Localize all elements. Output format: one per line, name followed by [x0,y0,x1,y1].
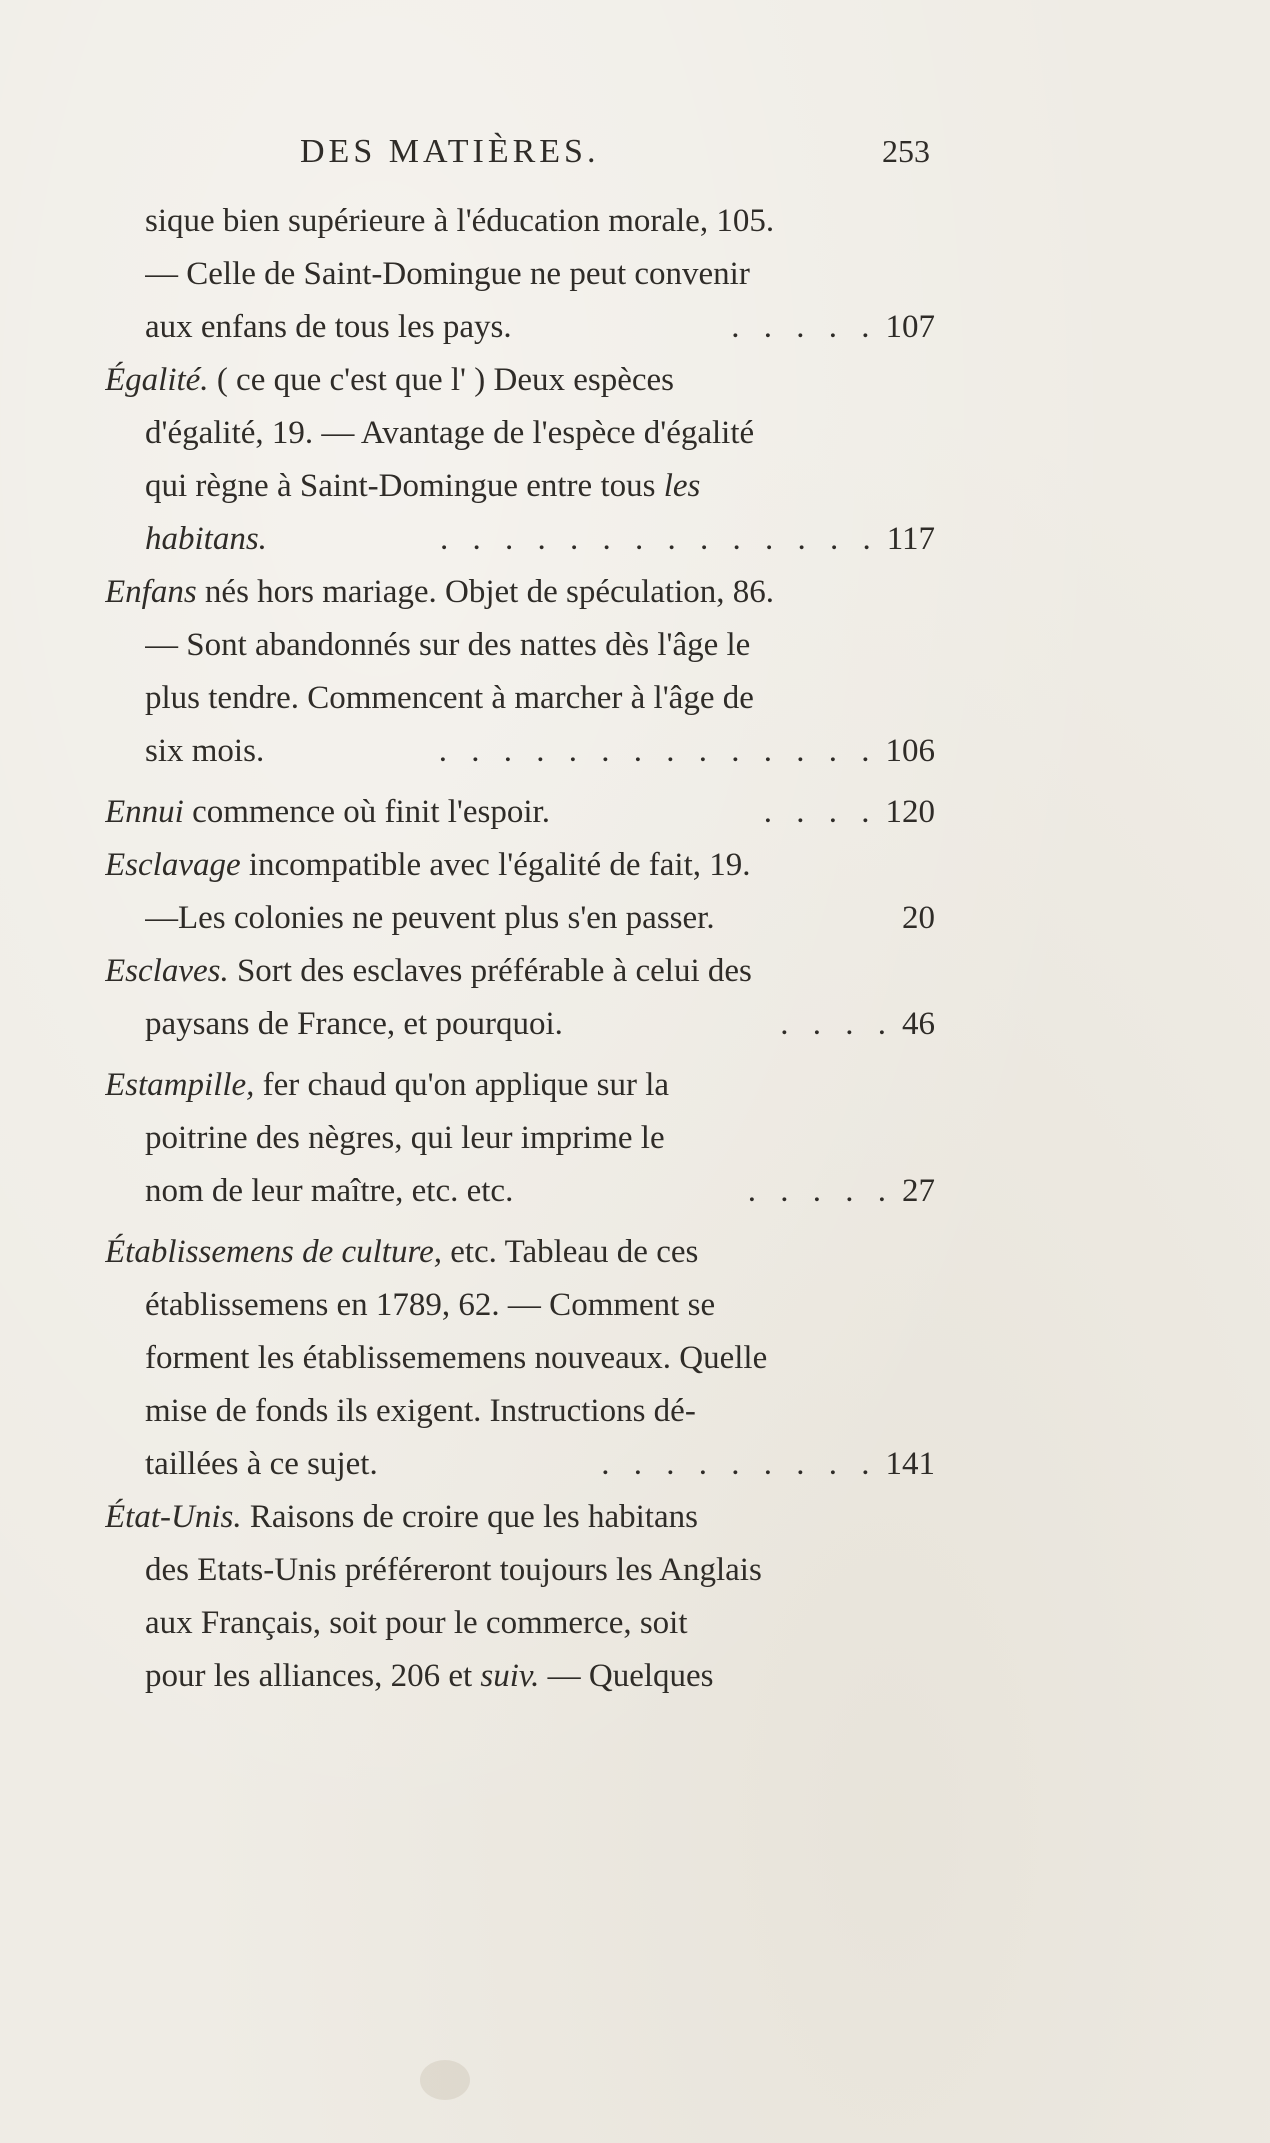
index-text: etc. Tableau de ces [441,1234,699,1270]
index-line [105,1385,935,1438]
index-entry-line [105,407,935,460]
index-text: aux enfans de tous les pays. [145,309,512,345]
index-text: aux Français, soit pour le commerce, soit [145,1605,688,1641]
index-line [105,1650,935,1703]
index-entry-line [105,725,935,778]
index-entry-line [105,1332,935,1385]
running-header [100,133,930,183]
index-line-text [145,1597,935,1650]
index-entry-line [105,460,935,513]
index-line [105,1491,935,1544]
index-entry-line [105,248,935,301]
index-line [105,1438,935,1491]
index-term: État-Unis. [105,1499,242,1535]
index-text: — Celle de Saint-Domingue ne peut convenir [145,256,750,292]
index-line [105,672,935,725]
index-entry-line [105,1650,935,1703]
index-entry-line [105,945,935,998]
index-term-inline: les [663,468,701,504]
index-text: mise de fonds ils exigent. Instructions dé- [145,1393,696,1429]
index-text: — Sont abandonnés sur des nattes dès l'âge le [145,627,751,663]
index-entry-line [105,354,935,407]
index-line [105,407,935,460]
index-line-text [145,1332,935,1385]
index-term: Ennui [105,794,184,830]
index-text: Sort des esclaves préférable à celui des [228,953,752,989]
index-text: incompatible avec l'égalité de fait, 19. [240,847,751,883]
index-line [105,1165,935,1218]
index-entry-line [105,513,935,566]
index-term: Égalité. [105,362,209,398]
index-text: forment les établissememens nouveaux. Quelle [145,1340,768,1376]
index-entry-line [105,1597,935,1650]
index-line-text [145,725,431,778]
index-line-text [145,619,935,672]
index-line [105,998,935,1051]
leader-dots: . . . . . [747,1173,894,1209]
index-text: qui règne à Saint-Domingue entre tous [145,468,664,504]
index-text: fer chaud qu'on applique sur la [254,1067,670,1103]
page-reference: 141 [885,1446,935,1482]
index-line [105,1279,935,1332]
index-entry-line [105,998,935,1051]
index-line [105,839,935,892]
index-text: six mois. [145,733,265,769]
index-line [105,248,935,301]
index-text: paysans de France, et pourquoi. [145,1006,563,1042]
index-line [105,619,935,672]
page-reference: 27 [902,1173,935,1209]
index-line [105,195,935,248]
index-entry-line [105,839,935,892]
index-text: nés hors mariage. Objet de spéculation, 86. [196,574,775,610]
index-entry-line [105,1059,935,1112]
index-text: taillées à ce sujet. [145,1446,378,1482]
page-reference: 117 [886,521,935,557]
index-line [105,786,935,839]
index-line-text [105,1059,935,1112]
index-term: habitans. [145,521,267,557]
index-line [105,1597,935,1650]
index-entry-line [105,195,935,248]
index-text: ( ce que c'est que l' ) Deux espèces [208,362,674,398]
index-entry-line [105,1385,935,1438]
index-entry-line [105,1491,935,1544]
index-line-text [145,301,723,354]
index-text: d'égalité, 19. — Avantage de l'espèce d'égalité [145,415,755,451]
index-line-text [145,1279,935,1332]
index-body [105,195,935,1703]
index-line [105,892,935,945]
index-line [105,513,935,566]
page-reference: 120 [885,794,935,830]
index-line-text [105,1226,935,1279]
index-line-text [145,248,935,301]
index-text: pour les alliances, 206 et [145,1658,481,1694]
index-entry-line [105,1544,935,1597]
index-entry-line [105,892,935,945]
index-text-continued: — Quelques [539,1658,714,1694]
index-line-text [145,195,935,248]
index-text: des Etats-Unis préféreront toujours les Anglais [145,1552,762,1588]
index-term-inline: suiv. [480,1658,540,1694]
index-entry-line [105,672,935,725]
index-entry-line [105,619,935,672]
index-line-text [145,998,772,1051]
index-line-text [145,672,935,725]
index-line [105,566,935,619]
index-line [105,1059,935,1112]
index-entry-line [105,786,935,839]
page-number: 253 [882,133,930,169]
index-text: sique bien supérieure à l'éducation morale, 105. [145,203,775,239]
leader-dots: . . . . . . . . . [601,1446,878,1482]
leader-dots: . . . . . . . . . . . . . . [439,521,879,557]
entry-gap [105,1051,935,1059]
index-term: Enfans [105,574,197,610]
index-line-text [145,1165,740,1218]
index-line-text [145,1544,935,1597]
index-entry-line [105,1438,935,1491]
index-line-text [145,460,935,513]
index-term: Établissemens de culture, [105,1234,442,1270]
index-entry-line [105,1279,935,1332]
index-line-text [105,354,935,407]
leader-dots: . . . . [780,1006,894,1042]
index-line-text [145,407,935,460]
entry-gap [105,1218,935,1226]
leader-dots: . . . . [763,794,878,830]
leader-dots: . . . . . . . . . . . . . . [438,733,878,769]
index-line [105,301,935,354]
index-entry-line [105,1226,935,1279]
index-entry-line [105,1165,935,1218]
index-line-text [105,945,935,998]
page-reference: 106 [885,733,935,769]
index-line-text [145,1385,935,1438]
index-line [105,1332,935,1385]
index-text: commence où finit l'espoir. [183,794,550,830]
paper-stain [420,2060,470,2100]
index-line-text [145,1650,935,1703]
index-line [105,460,935,513]
index-entry-line [105,566,935,619]
index-entry-line [105,1112,935,1165]
index-text: Raisons de croire que les habitans [241,1499,698,1535]
index-line-text [105,1491,935,1544]
index-text: établissemens en 1789, 62. — Comment se [145,1287,716,1323]
page-reference: 107 [885,309,935,345]
leader-dots: . . . . . [731,309,878,345]
index-line-text [105,566,935,619]
index-line [105,945,935,998]
index-line-text [105,786,756,839]
index-line [105,1112,935,1165]
index-line-text [145,892,902,945]
index-term: Esclaves. [105,953,229,989]
index-entry-line [105,301,935,354]
entry-gap [105,778,935,786]
index-line-text [145,1112,935,1165]
index-line-text [105,839,935,892]
page-reference: 46 [902,1006,935,1042]
index-line-text [145,513,432,566]
index-line-text [145,1438,593,1491]
page-reference: 20 [902,900,935,936]
index-term: Esclavage [105,847,241,883]
index-text: —Les colonies ne peuvent plus s'en passer. [145,900,715,936]
index-term: Estampille, [105,1067,255,1103]
index-line [105,1544,935,1597]
index-line [105,725,935,778]
running-title: DES MATIÈRES. [300,133,600,170]
index-text: plus tendre. Commencent à marcher à l'âge de [145,680,754,716]
index-text: poitrine des nègres, qui leur imprime le [145,1120,665,1156]
index-line [105,354,935,407]
index-line [105,1226,935,1279]
index-text: nom de leur maître, etc. etc. [145,1173,514,1209]
